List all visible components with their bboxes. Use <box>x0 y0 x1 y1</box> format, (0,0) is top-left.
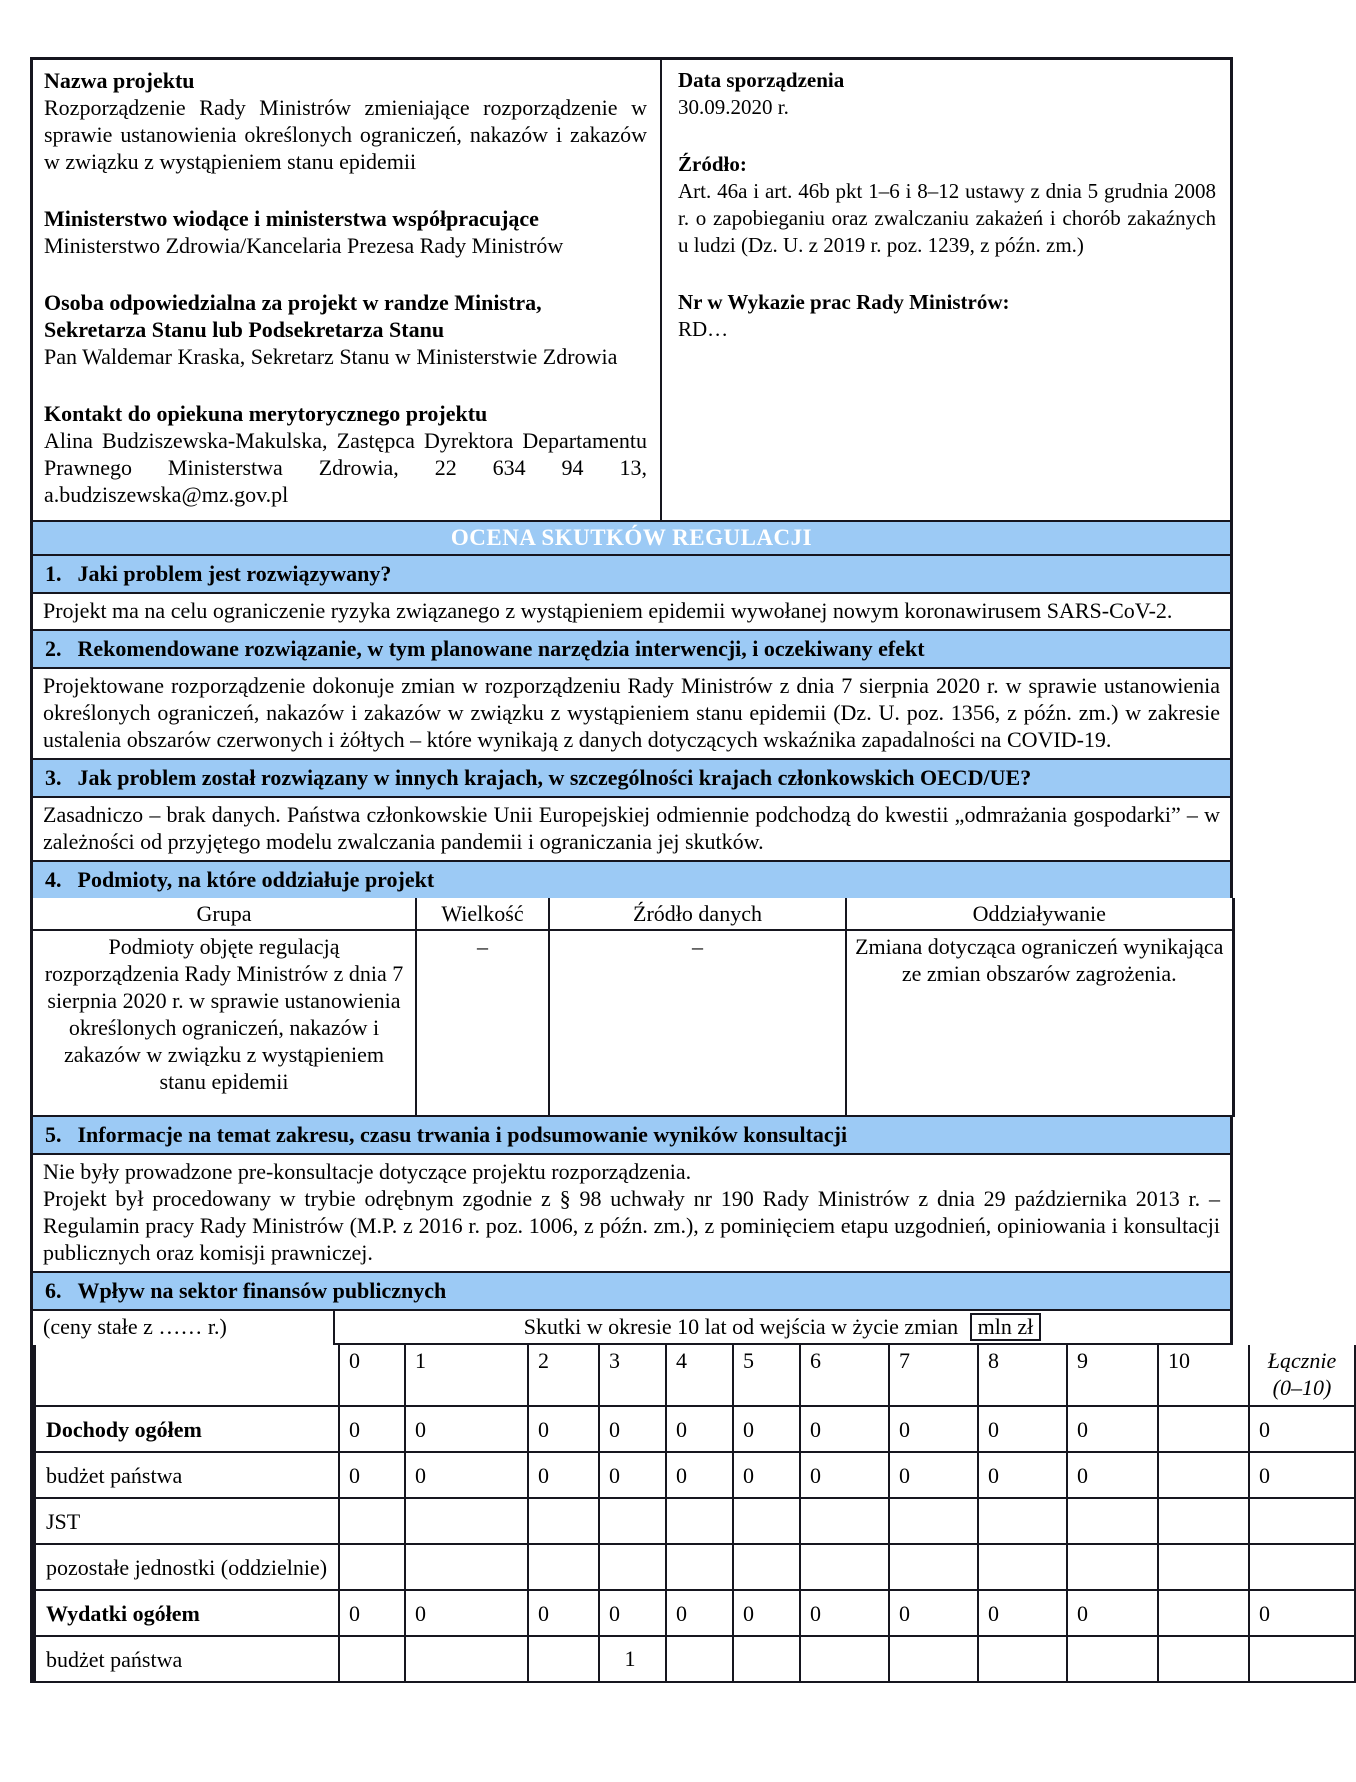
finance-value-cell: 0 <box>733 1406 800 1452</box>
finance-value-cell <box>528 1544 599 1590</box>
finance-value-cell: 0 <box>733 1452 800 1498</box>
section-4-title: Podmioty, na które oddziałuje projekt <box>77 867 435 892</box>
date-label: Data sporządzenia <box>678 68 845 92</box>
osr-document <box>30 57 1337 1683</box>
section-5-header <box>33 1117 1233 1155</box>
finance-value-cell <box>733 1498 800 1544</box>
finance-value-cell: 0 <box>528 1590 599 1636</box>
finance-value-cell <box>1067 1544 1158 1590</box>
finance-value-cell <box>666 1544 733 1590</box>
finance-value-cell: 0 <box>599 1590 666 1636</box>
finance-value-cell: 0 <box>405 1590 528 1636</box>
finance-value-cell: 0 <box>599 1406 666 1452</box>
subjects-col-size: Wielkość <box>416 898 549 930</box>
finance-value-cell <box>1249 1544 1355 1590</box>
finance-table <box>33 1311 1337 1683</box>
finance-value-cell: 0 <box>1249 1590 1355 1636</box>
finance-value-cell: 0 <box>889 1452 978 1498</box>
finance-value-cell <box>666 1498 733 1544</box>
project-header-left-column <box>33 60 662 520</box>
finance-value-cell <box>339 1544 405 1590</box>
project-header-table <box>33 60 1233 522</box>
finance-year-col-4: 4 <box>666 1345 733 1406</box>
finance-value-cell <box>405 1544 528 1590</box>
finance-row <box>35 1406 1356 1452</box>
section-2-header <box>33 631 1233 669</box>
subjects-table <box>33 898 1235 1117</box>
finance-value-cell: 0 <box>800 1590 889 1636</box>
finance-value-cell: 0 <box>1249 1452 1355 1498</box>
section-2-body: Projektowane rozporządzenie dokonuje zmian w rozporządzeniu Rady Ministrów z dnia 7 sierpnia 2020 r. w sprawie ustanowienia określonych ograniczeń, nakazów i zakazów w związku z wystąpieniem stanu epidemii (Dz. U. poz. 1356, z późn. zm.) w zakresie ustalenia obszarów czerwonych i żółtych – które wynikają z danych dotyczących wskaźnika zapadalności na COVID-19. <box>33 669 1233 760</box>
finance-value-cell <box>599 1498 666 1544</box>
finance-year-col-10: 10 <box>1158 1345 1249 1406</box>
subjects-size-cell: – <box>416 930 549 1116</box>
finance-year-col-6: 6 <box>800 1345 889 1406</box>
finance-label-cell-continuation <box>35 1345 340 1406</box>
section-2-number: 2. <box>45 636 62 661</box>
finance-year-col-2: 2 <box>528 1345 599 1406</box>
section-1-body: Projekt ma na celu ograniczenie ryzyka związanego z wystąpieniem epidemii wywołanej nowym koronawirusem SARS-CoV-2. <box>33 594 1233 631</box>
finance-year-col-1: 1 <box>405 1345 528 1406</box>
finance-year-col-7: 7 <box>889 1345 978 1406</box>
legal-source-block <box>678 151 1216 259</box>
finance-value-cell: 0 <box>889 1590 978 1636</box>
finance-row <box>35 1544 1356 1590</box>
lead-ministry-block <box>44 205 647 259</box>
contact-value: Alina Budziszewska-Makulska, Zastępca Dyrektora Departamentu Prawnego Ministerstwa Zdrowia, 22 634 94 13, a.budziszewska@mz.gov.pl <box>44 428 647 507</box>
section-6-number: 6. <box>45 1278 62 1303</box>
project-name-value: Rozporządzenie Rady Ministrów zmieniające rozporządzenie w sprawie ustanowienia określonych ograniczeń, nakazów i zakazów w związku z wystąpieniem stanu epidemii <box>44 95 647 174</box>
finance-row-label: Wydatki ogółem <box>35 1590 340 1636</box>
finance-year-col-9: 9 <box>1067 1345 1158 1406</box>
section-5-line-1: Nie były prowadzone pre-konsultacje dotyczące projektu rozporządzenia. <box>43 1159 692 1184</box>
finance-grid <box>33 1345 1356 1683</box>
finance-value-cell: 0 <box>1067 1590 1158 1636</box>
finance-value-cell <box>1067 1498 1158 1544</box>
finance-year-col-0: 0 <box>339 1345 405 1406</box>
project-name-label: Nazwa projektu <box>44 68 195 93</box>
finance-value-cell: 0 <box>528 1452 599 1498</box>
lead-ministry-value: Ministerstwo Zdrowia/Kancelaria Prezesa Rady Ministrów <box>44 233 564 258</box>
finance-value-cell <box>599 1544 666 1590</box>
finance-value-cell: 0 <box>339 1452 405 1498</box>
finance-span-header-text: Skutki w okresie 10 lat od wejścia w życie zmian <box>523 1314 959 1339</box>
date-block <box>678 67 1216 121</box>
contact-block <box>44 400 647 508</box>
finance-value-cell: 0 <box>978 1590 1067 1636</box>
finance-value-cell: 0 <box>1249 1406 1355 1452</box>
finance-value-cell: 0 <box>800 1406 889 1452</box>
finance-row-label: Dochody ogółem <box>35 1406 340 1452</box>
registry-number-label: Nr w Wykazie prac Rady Ministrów: <box>678 290 1010 314</box>
finance-grid-body <box>35 1345 1356 1682</box>
responsible-person-value: Pan Waldemar Kraska, Sekretarz Stanu w Ministerstwie Zdrowia <box>44 344 618 369</box>
finance-value-cell <box>978 1544 1067 1590</box>
finance-value-cell: 0 <box>666 1590 733 1636</box>
finance-value-cell <box>1158 1452 1249 1498</box>
legal-source-value: Art. 46a i art. 46b pkt 1–6 i 8–12 ustawy z dnia 5 grudnia 2008 r. o zapobieganiu oraz zwalczaniu zakażeń i chorób zakaźnych u ludzi (Dz. U. z 2019 r. poz. 1239, z późn. zm.) <box>678 179 1216 257</box>
finance-value-cell: 0 <box>405 1452 528 1498</box>
finance-value-cell: 0 <box>733 1590 800 1636</box>
finance-value-cell <box>1158 1498 1249 1544</box>
finance-unit-box: mln zł <box>970 1313 1042 1341</box>
section-5-line-2: Projekt był procedowany w trybie odrębnym zgodnie z § 98 uchwały nr 190 Rady Ministrów z dnia 29 października 2013 r. – Regulamin pracy Rady Ministrów (M.P. z 2016 r. poz. 1006, z późn. zm.), z pominięciem etapu uzgodnień, opiniowania i konsultacji publicznych oraz komisji prawniczej. <box>43 1186 1220 1265</box>
subjects-source-cell: – <box>549 930 846 1116</box>
registry-number-block <box>678 289 1216 343</box>
finance-value-cell: 0 <box>599 1452 666 1498</box>
finance-value-cell: 0 <box>1067 1452 1158 1498</box>
finance-value-cell <box>528 1498 599 1544</box>
finance-prices-label: (ceny stałe z …… r.) <box>33 1311 335 1345</box>
finance-row-label: pozostałe jednostki (oddzielnie) <box>35 1544 340 1590</box>
subjects-col-data-source: Źródło danych <box>549 898 846 930</box>
section-3-number: 3. <box>45 765 62 790</box>
finance-row <box>35 1590 1356 1636</box>
project-name-block <box>44 67 647 175</box>
section-3-body: Zasadniczo – brak danych. Państwa członkowskie Unii Europejskiej odmiennie podchodzą do kwestii „odmrażania gospodarki” – w zależności od przyjętego modelu zwalczania pandemii i ograniczania jej skutków. <box>33 798 1233 862</box>
finance-year-col-5: 5 <box>733 1345 800 1406</box>
section-5-body <box>33 1155 1233 1273</box>
finance-value-cell: 0 <box>666 1452 733 1498</box>
subjects-table-row <box>33 930 1233 1116</box>
section-3-title: Jak problem został rozwiązany w innych krajach, w szczególności krajach członkowskich OECD/UE? <box>77 765 1032 790</box>
finance-value-cell <box>1249 1636 1355 1682</box>
responsible-person-block <box>44 289 647 370</box>
section-1-number: 1. <box>45 561 62 586</box>
legal-source-label: Źródło: <box>678 152 747 176</box>
finance-years-row <box>35 1345 1356 1406</box>
date-value: 30.09.2020 r. <box>678 95 789 119</box>
finance-value-cell: 0 <box>528 1406 599 1452</box>
section-6-header <box>33 1273 1233 1311</box>
finance-value-cell: 0 <box>666 1406 733 1452</box>
finance-value-cell: 0 <box>339 1590 405 1636</box>
finance-value-cell <box>978 1498 1067 1544</box>
subjects-table-header-row <box>33 898 1233 930</box>
project-header-right-column <box>662 60 1230 520</box>
section-1-title: Jaki problem jest rozwiązywany? <box>77 561 392 586</box>
finance-value-cell: 0 <box>339 1406 405 1452</box>
finance-value-cell <box>889 1498 978 1544</box>
finance-year-col-8: 8 <box>978 1345 1067 1406</box>
section-1-header <box>33 556 1233 594</box>
finance-row-label: budżet państwa <box>35 1636 340 1682</box>
finance-header-row <box>33 1311 1233 1345</box>
finance-value-cell: 0 <box>800 1452 889 1498</box>
finance-row-label: budżet państwa <box>35 1452 340 1498</box>
finance-row-label: JST <box>35 1498 340 1544</box>
finance-row <box>35 1498 1356 1544</box>
section-3-header <box>33 760 1233 798</box>
contact-label: Kontakt do opiekuna merytorycznego projektu <box>44 401 488 426</box>
section-5-title: Informacje na temat zakresu, czasu trwania i podsumowanie wyników konsultacji <box>77 1122 848 1147</box>
finance-value-cell <box>1158 1406 1249 1452</box>
finance-value-cell <box>889 1544 978 1590</box>
subjects-col-group: Grupa <box>33 898 416 930</box>
section-5-number: 5. <box>45 1122 62 1147</box>
finance-value-cell <box>800 1498 889 1544</box>
finance-value-cell <box>405 1498 528 1544</box>
finance-value-cell <box>800 1544 889 1590</box>
finance-value-cell: 0 <box>1067 1406 1158 1452</box>
finance-value-cell <box>1249 1498 1355 1544</box>
finance-row <box>35 1452 1356 1498</box>
finance-value-cell: 0 <box>889 1406 978 1452</box>
osr-title-band: OCENA SKUTKÓW REGULACJI <box>33 522 1233 556</box>
finance-value-cell <box>1158 1590 1249 1636</box>
page-number: 1 <box>624 1646 636 1671</box>
section-2-title: Rekomendowane rozwiązanie, w tym planowane narzędzia interwencji, i oczekiwany efekt <box>77 636 925 661</box>
section-4-number: 4. <box>45 867 62 892</box>
finance-span-header <box>335 1311 1233 1345</box>
finance-value-cell: 0 <box>405 1406 528 1452</box>
subjects-col-impact: Oddziaływanie <box>846 898 1233 930</box>
subjects-group-cell: Podmioty objęte regulacją rozporządzenia Rady Ministrów z dnia 7 sierpnia 2020 r. w sprawie ustanowienia określonych ograniczeń, nakazów i zakazów w związku z wystąpieniem stanu epidemii <box>33 930 416 1116</box>
section-4-header <box>33 862 1233 898</box>
lead-ministry-label: Ministerstwo wiodące i ministerstwa współpracujące <box>44 206 539 231</box>
section-6-title: Wpływ na sektor finansów publicznych <box>77 1278 447 1303</box>
finance-value-cell <box>1158 1544 1249 1590</box>
finance-value-cell: 0 <box>978 1452 1067 1498</box>
finance-value-cell: 0 <box>978 1406 1067 1452</box>
finance-total-col: Łącznie (0–10) <box>1249 1345 1355 1406</box>
finance-value-cell <box>733 1544 800 1590</box>
finance-value-cell <box>339 1498 405 1544</box>
finance-year-col-3: 3 <box>599 1345 666 1406</box>
responsible-person-label: Osoba odpowiedzialna za projekt w randze Ministra, Sekretarza Stanu lub Podsekretarza Stanu <box>44 290 542 342</box>
subjects-impact-cell: Zmiana dotycząca ograniczeń wynikająca ze zmian obszarów zagrożenia. <box>846 930 1233 1116</box>
registry-number-value: RD… <box>678 317 729 341</box>
